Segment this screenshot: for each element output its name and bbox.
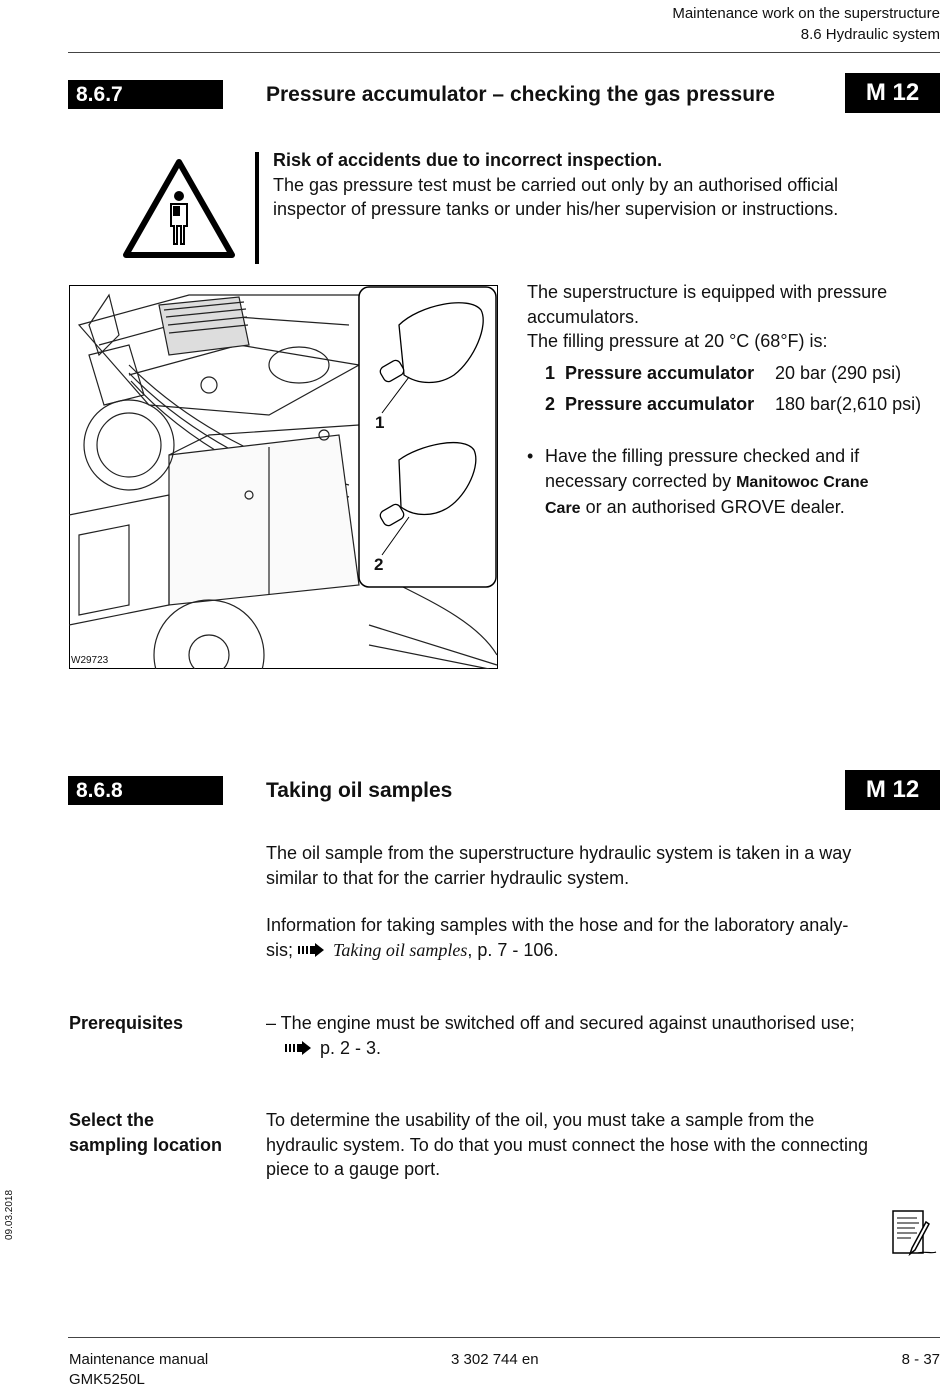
section-title: Pressure accumulator – checking the gas pressure (266, 83, 775, 106)
oil-sample-paragraph (266, 841, 941, 890)
accumulator-number: 1 (545, 363, 556, 383)
bullet-line: necessary corrected by Manitowoc Crane (545, 470, 869, 491)
figure-id: W29723 (71, 655, 109, 666)
accumulator-pressure: 20 bar (290 psi) (775, 363, 902, 383)
page-header (672, 3, 940, 45)
prerequisite-line: – The engine must be switched off and secured against unauthorised use; (266, 1013, 855, 1033)
notes-icon (888, 1208, 938, 1258)
accumulator-pressure: 180 bar(2,610 psi) (775, 394, 922, 414)
header-rule (68, 52, 940, 53)
prerequisite-line (266, 1036, 941, 1061)
page-reference[interactable]: p. 2 - 3. (315, 1037, 382, 1058)
lab-analysis-paragraph (266, 913, 941, 962)
bullet-item (527, 444, 942, 522)
callout-1: 1 (375, 413, 385, 432)
maintenance-interval-badge: M 12 (845, 770, 940, 810)
section-number: 8.6.7 (68, 80, 223, 109)
footer-doc-number: 3 302 744 en (451, 1351, 539, 1368)
brand-name: Manitowoc Crane (736, 473, 869, 491)
cross-reference-arrow-icon (298, 943, 328, 957)
warning-heading: Risk of accidents due to incorrect inspection. (273, 150, 663, 170)
header-chapter: Maintenance work on the superstructure (672, 5, 940, 22)
paragraph-line: similar to that for the carrier hydraulic system. (266, 867, 630, 888)
footer-rule (68, 1337, 940, 1338)
accumulator-table (545, 361, 921, 423)
paragraph-line: Information for taking samples with the hose and for the laboratory analy- (266, 915, 849, 935)
warning-line: The gas pressure test must be carried out only by an authorised official (273, 174, 838, 195)
prerequisites-label: Prerequisites (69, 1013, 184, 1033)
paragraph-line: The oil sample from the superstructure hydraulic system is taken in a way (266, 843, 852, 863)
section-title: Taking oil samples (266, 779, 453, 802)
intro-line: The filling pressure at 20 °C (68°F) is: (527, 331, 828, 351)
figure-pressure-accumulators (69, 285, 498, 669)
warning-line: inspector of pressure tanks or under his/her supervision or instructions. (273, 199, 839, 219)
model-name: GMK5250L (69, 1371, 145, 1388)
brand-name: Care (545, 500, 581, 517)
paragraph-line: sis; Taking oil samples, p. 7 - 106. (266, 939, 559, 960)
sampling-location-text (266, 1108, 941, 1182)
manual-title: Maintenance manual (69, 1351, 209, 1368)
paragraph-line: To determine the usability of the oil, you must take a sample from the (266, 1110, 815, 1130)
warning-inspector-icon (122, 158, 236, 260)
section-number: 8.6.8 (68, 776, 223, 805)
accumulator-name: Pressure accumulator (565, 394, 755, 414)
warning-text (273, 148, 933, 222)
footer-manual (69, 1350, 208, 1390)
paragraph-line: hydraulic system. To do that you must connect the hose with the connecting (266, 1134, 869, 1155)
header-section: 8.6 Hydraulic system (800, 26, 940, 43)
intro-line: The superstructure is equipped with pressure (527, 282, 888, 302)
accumulator-row (545, 361, 921, 392)
prerequisites-text (266, 1011, 941, 1060)
intro-line: accumulators. (527, 306, 640, 327)
sampling-location-label: Select the sampling location (69, 1110, 223, 1155)
footer-page-number: 8 - 37 (901, 1351, 940, 1368)
bullet-dot: • (527, 446, 534, 466)
cross-reference-link[interactable]: Taking oil samples (333, 939, 468, 960)
accumulator-intro (527, 280, 942, 354)
callout-2: 2 (374, 555, 384, 574)
maintenance-interval-badge: M 12 (845, 73, 940, 113)
accumulator-row (545, 392, 921, 423)
paragraph-line: piece to a gauge port. (266, 1159, 441, 1179)
accumulator-number: 2 (545, 394, 556, 414)
bullet-line: Care or an authorised GROVE dealer. (545, 497, 845, 517)
accumulator-name: Pressure accumulator (565, 363, 755, 383)
cross-reference-arrow-icon (285, 1041, 315, 1055)
bullet-line: Have the filling pressure checked and if (545, 446, 860, 466)
warning-bar (255, 152, 259, 264)
